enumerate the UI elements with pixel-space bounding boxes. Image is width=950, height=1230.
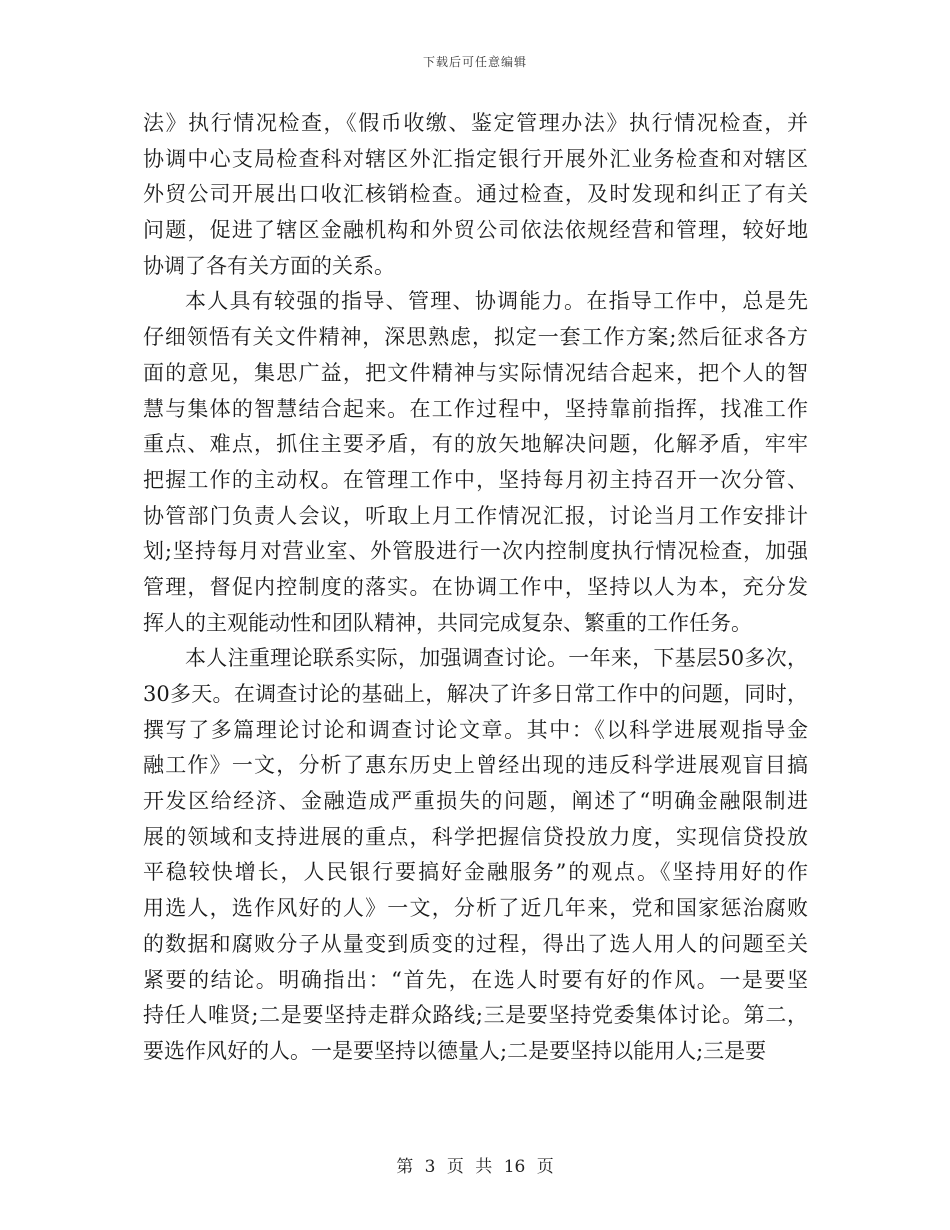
text-line: 问题，促进了辖区金融机构和外贸公司依法依规经营和管理，较好地	[143, 218, 808, 243]
text-line: 协调了各有关方面的关系。	[143, 253, 395, 278]
text-line: 面的意见，集思广益，把文件精神与实际情况结合起来，把个人的智	[143, 360, 808, 385]
page-header: 下载后可任意编辑	[422, 55, 527, 69]
text-line: 法》执行情况检查，《假币收缴、鉴定管理办法》执行情况检查，并	[143, 111, 808, 135]
text-line: 重点、难点，抓住主要矛盾，有的放矢地解决问题，化解矛盾，牢牢	[143, 432, 808, 457]
page-footer: 第 3 页 共 16 页	[396, 1157, 554, 1177]
text-line: 30多天。在调查讨论的基础上，解决了许多日常工作中的问题，同时，	[143, 682, 808, 706]
text-line: 把握工作的主动权。在管理工作中，坚持每月初主持召开一次分管、	[143, 467, 808, 492]
text-line: 管理，督促内控制度的落实。在协调工作中，坚持以人为本，充分发	[143, 574, 808, 599]
text-line: 本人注重理论联系实际，加强调查讨论。一年来，下基层50多次，	[185, 646, 808, 671]
text-line: 协管部门负责人会议，听取上月工作情况汇报，讨论当月工作安排计	[143, 503, 808, 528]
text-line: 紧要的结论。明确指出：“首先，在选人时要有好的作风。一是要坚	[143, 967, 808, 992]
text-line: 划;坚持每月对营业室、外管股进行一次内控制度执行情况检查，加强	[143, 539, 808, 564]
text-line: 展的领域和支持进展的重点，科学把握信贷投放力度，实现信贷投放	[143, 824, 808, 849]
text-line: 要选作风好的人。一是要坚持以德量人;二是要坚持以能用人;三是要	[143, 1038, 767, 1063]
text-line: 协调中心支局检查科对辖区外汇指定银行开展外汇业务检查和对辖区	[143, 146, 808, 171]
text-line: 用选人，选作风好的人》一文，分析了近几年来，党和国家惩治腐败	[143, 896, 808, 921]
text-line: 撰写了多篇理论讨论和调查讨论文章。其中：《以科学进展观指导金	[143, 717, 808, 742]
text-line: 融工作》一文，分析了惠东历史上曾经出现的违反科学进展观盲目搞	[143, 753, 808, 778]
paragraph	[143, 284, 808, 641]
document-body	[143, 106, 808, 1070]
text-line: 本人具有较强的指导、管理、协调能力。在指导工作中，总是先	[185, 289, 808, 314]
text-line: 开发区给经济、金融造成严重损失的问题，阐述了“明确金融限制进	[143, 789, 808, 814]
text-line: 外贸公司开展出口收汇核销检查。通过检查，及时发现和纠正了有关	[143, 182, 808, 207]
text-line: 平稳较快增长，人民银行要搞好金融服务”的观点。《坚持用好的作	[143, 860, 808, 885]
text-line: 仔细领悟有关文件精神，深思熟虑，拟定一套工作方案;然后征求各方	[143, 325, 808, 350]
text-line: 持任人唯贤;二是要坚持走群众路线;三是要坚持党委集体讨论。第二，	[143, 1003, 808, 1028]
text-line: 挥人的主观能动性和团队精神，共同完成复杂、繁重的工作任务。	[143, 610, 752, 635]
text-line: 的数据和腐败分子从量变到质变的过程，得出了选人用人的问题至关	[143, 931, 808, 956]
paragraph	[143, 106, 808, 284]
paragraph	[143, 641, 808, 1069]
text-line: 慧与集体的智慧结合起来。在工作过程中，坚持靠前指挥，找准工作	[143, 396, 808, 421]
